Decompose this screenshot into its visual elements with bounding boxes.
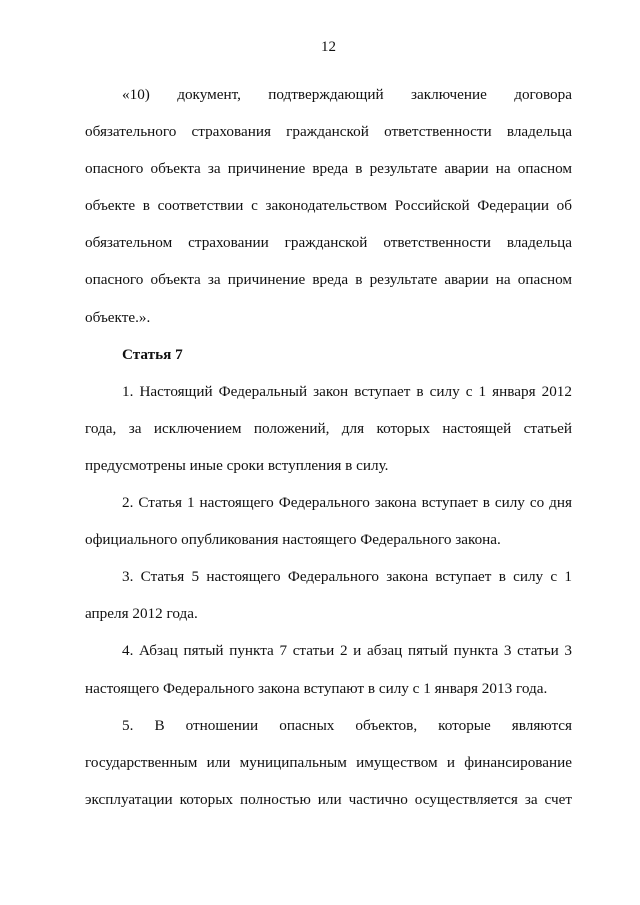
paragraph-item-10: «10) документ, подтверждающий заключение договора обязательного страхования гражданской ответственности владельца опасного объекта за причинение вреда в результате аварии на опасном объекте в соответствии с законодательством Российской Федерации об обязательном страховании гражданской ответственности владельца опасного объекта за причинение вреда в результате аварии на опасном объекте.». xyxy=(85,86,572,326)
article-7-point-3: 3. Статья 5 настоящего Федерального закона вступает в силу с 1 апреля 2012 года. xyxy=(85,568,572,623)
article-7-point-5: 5. В отношении опасных объектов, которые являются государственным или муниципальным имуществом и финансирование эксплуатации которых полностью или частично осуществляется за счет xyxy=(85,716,572,808)
article-heading: Статья 7 xyxy=(122,345,183,363)
page-number: 12 xyxy=(321,39,336,55)
article-7-point-2: 2. Статья 1 настоящего Федерального закона вступает в силу со дня официального опубликования настоящего Федерального закона. xyxy=(85,494,572,549)
article-7-point-1: 1. Настоящий Федеральный закон вступает в силу с 1 января 2012 года, за исключением положений, для которых настоящей статьей предусмотрены иные сроки вступления в силу. xyxy=(85,382,572,474)
article-7-point-4: 4. Абзац пятый пункта 7 статьи 2 и абзац пятый пункта 3 статьи 3 настоящего Федерального закона вступают в силу с 1 января 2013 года. xyxy=(85,642,572,697)
